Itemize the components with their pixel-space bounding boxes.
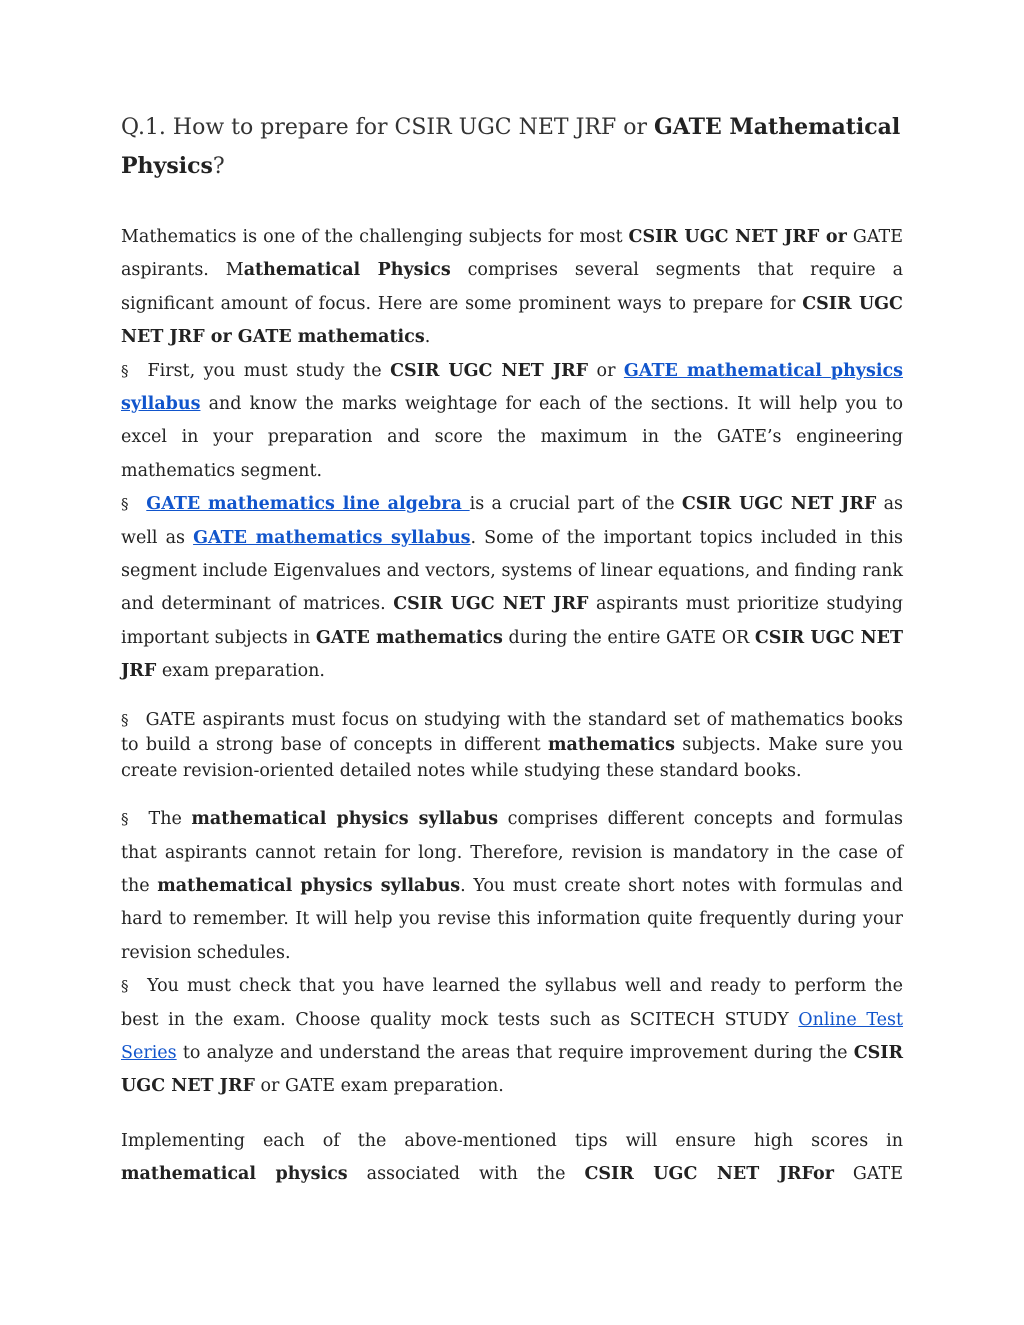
text-run: You must check that you have learned the syllabus well and ready to perform the best in the exam. Choose quality mock tests such as SCITECH STUDY	[121, 976, 903, 1030]
bold-text: CSIR UGC NET JRF or GATE mathematics	[121, 293, 903, 348]
text-run: ?	[212, 154, 225, 179]
text-run: . Some of the important topics included in this segment include Eigenvalues and vectors, systems of linear equations, and finding rank and determinant of matrices.	[121, 527, 903, 615]
text-run: .	[424, 327, 431, 348]
text-run: or GATE exam preparation.	[254, 1076, 504, 1097]
tip-study-syllabus	[121, 355, 903, 489]
bold-text: GATE Mathematical Physics	[121, 114, 901, 179]
bold-text: GATE mathematics	[315, 627, 503, 648]
text-run: Implementing each of the above-mentioned tips will ensure high scores in	[121, 1130, 903, 1151]
tip-revision	[121, 803, 903, 970]
text-run: during the entire GATE OR	[502, 627, 755, 648]
bold-text: athematical Physics	[243, 260, 451, 281]
text-run: and know the marks weightage for each of the sections. It will help you to excel in your preparation and score the maximum in the GATE’s engineering mathematics segment.	[121, 394, 903, 481]
closing-paragraph	[121, 1125, 903, 1192]
section-bullet-icon: §	[121, 810, 129, 829]
text-run: GATE	[833, 1164, 903, 1185]
bold-text: mathematical physics	[121, 1164, 348, 1185]
section-bullet-icon: §	[121, 710, 129, 729]
bold-text: mathematical physics syllabus	[157, 876, 461, 896]
text-run: comprises several segments that require a significant amount of focus. Here are some prominent ways to prepare for	[121, 260, 903, 314]
tip-mock-tests	[121, 970, 903, 1104]
text-run: GATE aspirants must focus on studying with the standard set of mathematics books to build a strong base of concepts in different	[121, 709, 903, 756]
bold-text: CSIR UGC NET JRF	[390, 360, 589, 381]
bold-text: mathematics	[548, 735, 675, 756]
text-run: to analyze and understand the areas that require improvement during the	[176, 1043, 854, 1064]
text-run: GATE aspirants. M	[121, 227, 903, 281]
bold-text: CSIR UGC NET JRF or	[628, 227, 847, 247]
bold-text: CSIR UGC NET JRF	[393, 594, 589, 615]
bold-text: mathematical physics syllabus	[191, 809, 499, 830]
section-bullet-icon: §	[121, 361, 129, 380]
link-online-test-series[interactable]: Online Test Series	[121, 1009, 904, 1064]
text-run: as well as	[121, 494, 903, 548]
section-bullet-icon: §	[121, 495, 129, 514]
text-run: exam preparation.	[156, 661, 325, 682]
text-run: subjects. Make sure you create revision-oriented detailed notes while studying these standard books.	[121, 735, 904, 781]
bold-text: CSIR UGC NET JRF	[121, 1043, 903, 1097]
text-run: Q.1. How to prepare for CSIR UGC NET JRF or	[121, 115, 654, 140]
text-run: comprises different concepts and formulas that aspirants cannot retain for long. Therefore, revision is mandatory in the case of the	[121, 809, 903, 896]
text-run: Mathematics is one of the challenging subjects for most	[121, 227, 629, 247]
text-run: The	[139, 809, 192, 830]
bold-text: CSIR UGC NET JRF	[121, 627, 903, 682]
page-title	[121, 108, 903, 186]
text-run: or	[588, 360, 624, 381]
tip-standard-books	[121, 708, 903, 785]
text-run: is a crucial part of the	[469, 494, 682, 515]
bold-text: CSIR UGC NET JRFor	[584, 1164, 834, 1185]
document-page	[121, 108, 903, 1192]
text-run: . You must create short notes with formulas and hard to remember. It will help you revise this information quite frequently during your revision schedules.	[121, 876, 903, 963]
tip-linear-algebra	[121, 488, 903, 688]
text-run: associated with the	[347, 1164, 585, 1185]
bold-text: CSIR UGC NET JRF	[681, 494, 877, 515]
section-bullet-icon: §	[121, 977, 129, 996]
text-run: First, you must study the	[139, 360, 391, 381]
link-gate-mathematical-physics-syllabus[interactable]: GATE mathematical physics syllabus	[121, 360, 903, 415]
text-run: aspirants must prioritize studying important subjects in	[121, 594, 903, 648]
link-gate-mathematics-line-algebra[interactable]: GATE mathematics line algebra	[146, 494, 470, 515]
intro-paragraph	[121, 221, 903, 355]
link-gate-mathematics-syllabus[interactable]: GATE mathematics syllabus	[193, 527, 471, 548]
